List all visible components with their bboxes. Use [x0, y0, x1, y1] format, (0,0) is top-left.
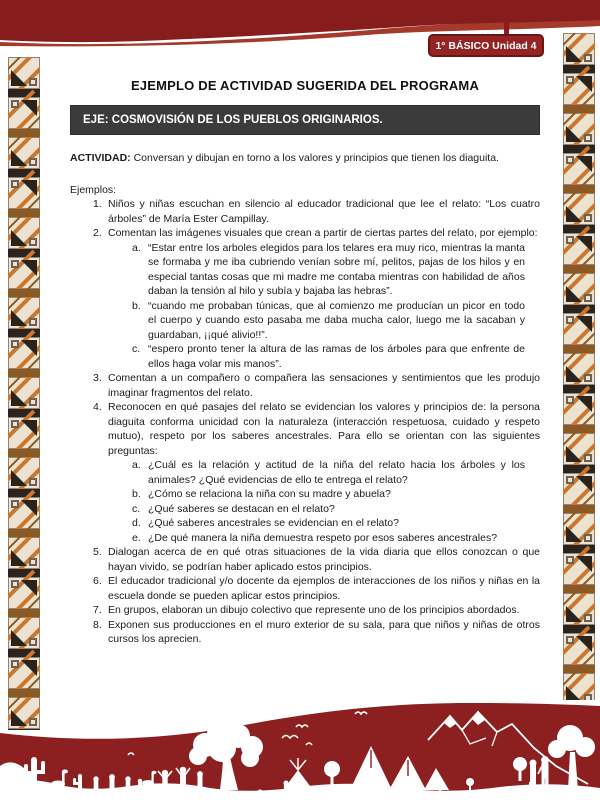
step-number: 3.: [93, 372, 102, 384]
step-text: Dialogan acerca de en qué otras situaciones de la vida diaria que ellos conozcan o que hayan vivido, se podrían haber aplicado estos principios.: [108, 546, 540, 573]
substep-text: ¿Qué saberes se destacan en el relato?: [148, 502, 335, 515]
substep-letter: a.: [132, 241, 141, 254]
step-text: Reconocen en qué pasajes del relato se evidencian los valores y principios de: la persona diaguita conforma unicidad con la naturaleza (interacción respetuosa, cuidado y respeto mutuo), respeto por los saberes ancestrales. Para ello se orientan con las siguientes preguntas:: [108, 401, 540, 457]
step-item: [70, 545, 540, 574]
substep-letter: d.: [132, 517, 141, 529]
step-item: [70, 400, 540, 458]
substep-text: “Estar entre los arboles elegidos para los telares era muy rico, mientras la manta se formaba y me iba cubriendo venían sobre mí, pelitos, pajas de los hilos y en especial tantas cosas que mi madre me contaba mientras con habilidad de años daban la tensión al hilo y subía y bajaba las hebras”.: [148, 241, 525, 297]
substep-text: ¿De qué manera la niña demuestra respeto por esos saberes ancestrales?: [148, 531, 498, 544]
substep-letter: b.: [132, 488, 141, 500]
substep-letter: e.: [132, 531, 141, 544]
step-text: Comentan las imágenes visuales que crean a partir de ciertas partes del relato, por ejemplo:: [108, 227, 538, 239]
unit-badge-label: 1° BÁSICO Unidad 4: [435, 39, 537, 52]
right-border-pattern: [563, 33, 595, 700]
step-number: 4.: [93, 401, 102, 413]
step-text: Comentan a un compañero o compañera las sensaciones y sentimientos que les produjo imaginar fragmentos del relato.: [108, 372, 540, 399]
step-text: Exponen sus producciones en el muro exterior de su sala, para que niños y niñas de otros cursos los aprecien.: [108, 618, 540, 645]
substep-item: [70, 516, 540, 531]
activity-text: Conversan y dibujan en torno a los valores y principios que tienen los diaguita.: [130, 152, 499, 164]
eje-banner-label: EJE: COSMOVISIÓN DE LOS PUEBLOS ORIGINARIOS.: [83, 114, 383, 126]
substep-letter: b.: [132, 299, 141, 312]
substep-text: ¿Cuál es la relación y actitud de la niña del relato hacia los árboles y los animales? ¿Qué evidencias de ello te entrega el relato?: [148, 459, 525, 486]
step-number: 8.: [93, 618, 102, 631]
step-item: [70, 226, 540, 241]
step-text: Niños y niñas escuchan en silencio al educador tradicional que lee el relato: “Los cuatro árboles” de María Ester Campillay.: [108, 198, 540, 225]
examples-label: Ejemplos:: [70, 183, 117, 196]
step-item: [70, 197, 540, 226]
step-text: En grupos, elaboran un dibujo colectivo que represente uno de los principios abordados.: [108, 604, 520, 616]
step-number: 1.: [93, 198, 102, 210]
substep-text: “espero pronto tener la altura de las ramas de los árboles para que enfrente de ellos haga volar mis manos”.: [148, 343, 525, 370]
step-item: [70, 371, 540, 400]
substep-item: [70, 531, 540, 546]
substep-item: [70, 502, 540, 517]
unit-badge: [428, 34, 544, 57]
activity-label: ACTIVIDAD:: [70, 152, 131, 164]
substep-letter: c.: [132, 502, 141, 515]
substep-item: [70, 342, 540, 371]
substep-text: ¿Cómo se relaciona la niña con su madre y abuela?: [148, 488, 391, 500]
footer-landscape-illustration: [0, 700, 600, 800]
substep-text: “cuando me probaban túnicas, que al comienzo me producían un picor en todo el cuerpo y cuando esto pasaba me daba mucha calor, luego me la sacaban y guardaban, ¡¡qué alivio!!”.: [148, 299, 525, 341]
left-border-pattern: [8, 57, 40, 730]
substep-item: [70, 299, 540, 343]
substep-item: [70, 487, 540, 502]
eje-banner: [70, 105, 540, 135]
activity-paragraph: [70, 151, 540, 166]
substep-letter: a.: [132, 459, 141, 471]
page-title: EJEMPLO DE ACTIVIDAD SUGERIDA DEL PROGRAMA: [130, 78, 480, 93]
step-item: [70, 574, 540, 603]
substep-letter: c.: [132, 343, 141, 355]
substep-item: [70, 241, 540, 299]
step-item: [70, 603, 540, 618]
substep-text: ¿Qué saberes ancestrales se evidencian en el relato?: [148, 517, 399, 529]
step-number: 6.: [93, 575, 102, 587]
step-number: 2.: [93, 227, 102, 239]
step-number: 5.: [93, 546, 102, 558]
substep-item: [70, 458, 540, 487]
step-text: El educador tradicional y/o docente da ejemplos de interacciones de los niños y niñas en la escuela donde se pueden aplicar estos principios.: [108, 575, 540, 602]
step-number: 7.: [93, 604, 102, 616]
document-body: [70, 70, 540, 647]
step-item: [70, 618, 540, 647]
steps-list: [70, 197, 540, 647]
